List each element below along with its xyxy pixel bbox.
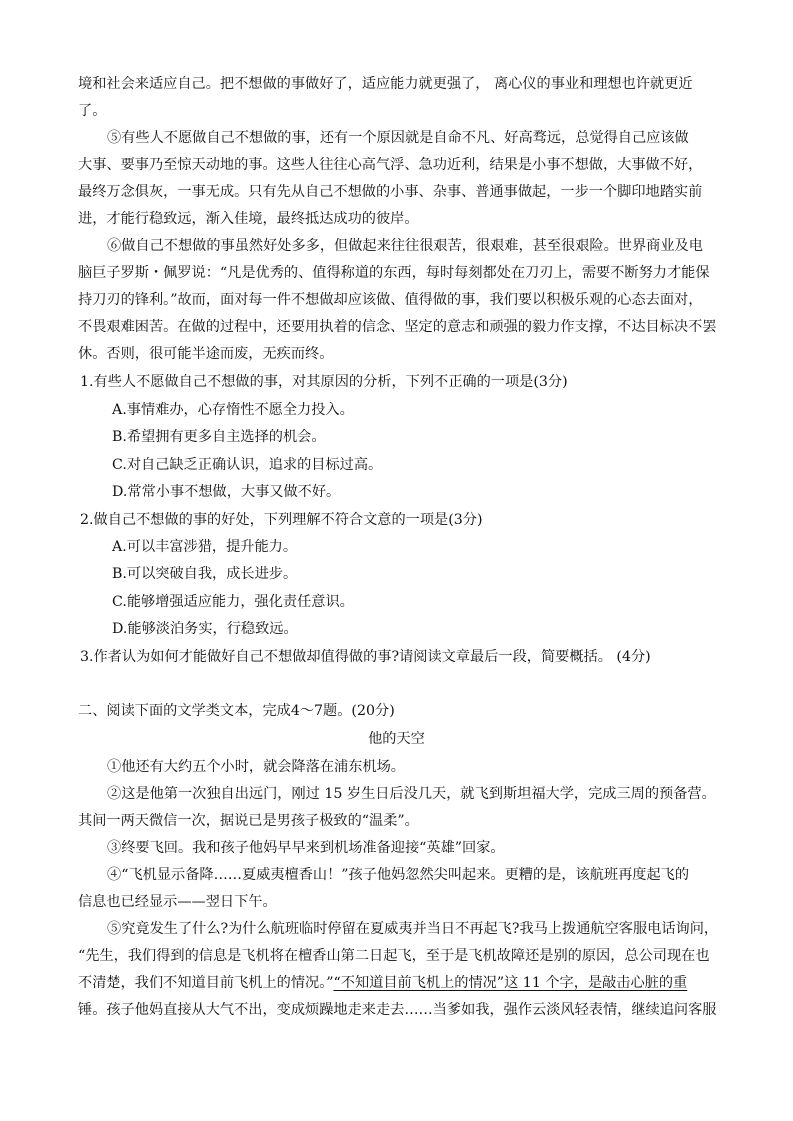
story-paragraph-4-line-1: ④“飞机显示备降……夏威夷檀香山！”孩子他妈忽然尖叫起来。更糟的是，该航班再度起飞的: [107, 867, 690, 883]
paragraph-5-line-2: 大事、要事乃至惊天动地的事。这些人往往心高气浮、急功近利，结果是小事不想做，大事做不好，: [78, 157, 703, 173]
question-1-option-c: C.对自己缺乏正确认识，追求的目标过高。: [112, 457, 383, 473]
question-1-option-b: B.希望拥有更多自主选择的机会。: [112, 429, 326, 445]
story-paragraph-5-line-3-text: 不清楚，我们不知道目前飞机上的情况。”: [78, 975, 334, 991]
question-2-option-a: A.可以丰富涉猎，提升能力。: [112, 539, 298, 555]
question-2-option-d: D.能够淡泊务实，行稳致远。: [112, 621, 298, 637]
question-2-stem: 2.做自己不想做的事的好处，下列理解不符合文意的一项是(3分): [80, 512, 483, 528]
story-paragraph-5-line-2: “先生，我们得到的信息是飞机将在檀香山第二日起飞，至于是飞机故障还是别的原因，总公司现在也: [78, 948, 710, 964]
question-1-stem: 1.有些人不愿做自己不想做的事，对其原因的分析，下列不正确的一项是(3分): [80, 374, 568, 390]
paragraph-4-line-1: 境和社会来适应自己。把不想做的事做好了，适应能力就更强了， 离心仪的事业和理想也许就更近: [78, 76, 693, 92]
story-title: 他的天空: [368, 731, 425, 747]
story-paragraph-1: ①他还有大约五个小时，就会降落在浦东机场。: [107, 759, 405, 775]
story-paragraph-5-line-1: ⑤究竟发生了什么?为什么航班临时停留在夏威夷并当日不再起飞?我马上拨通航空客服电话询问，: [107, 921, 719, 937]
story-paragraph-5-line-3: [78, 973, 687, 993]
section-2-heading: 二、阅读下面的文学类文本，完成4～7题。(20分): [78, 703, 395, 719]
question-1-option-a: A.事情难办，心存惰性不愿全力投入。: [112, 402, 354, 418]
underlined-quote: “不知道目前飞机上的情况”这 11 个字，是敲击心脏的重: [333, 975, 688, 991]
question-2-option-b: B.可以突破自我，成长进步。: [112, 566, 298, 582]
paragraph-6-line-2: 脑巨子罗斯・佩罗说：“凡是优秀的、值得称道的东西，每时每刻都处在刀刃上，需要不断努力才能保: [78, 265, 710, 281]
question-2-option-c: C.能够增强适应能力，强化责任意识。: [112, 594, 354, 610]
paragraph-6-line-3: 持刀刃的锋利。”故而，面对每一件不想做却应该做、值得做的事，我们要以积极乐观的心态去面对，: [78, 292, 703, 308]
story-paragraph-2-line-2: 其间一两天微信一次，据说已是男孩子极致的“温柔”。: [78, 813, 419, 829]
paragraph-5-line-4: 进，才能行稳致远，渐入佳境，最终抵达成功的彼岸。: [78, 211, 419, 227]
paragraph-6-line-1: ⑥做自己不想做的事虽然好处多多，但做起来往往很艰苦，很艰难，甚至很艰险。世界商业及电: [107, 238, 703, 254]
paragraph-6-line-5: 休。否则，很可能半途而废，无疾而终。: [78, 346, 334, 362]
story-paragraph-3: ③终要飞回。我和孩子他妈早早来到机场准备迎接“英雄”回家。: [107, 840, 505, 856]
story-paragraph-5-line-4: 锤。孩子他妈直接从大气不出，变成烦躁地走来走去……当爹如我，强作云淡风轻表情，继续追问客服: [78, 1002, 717, 1018]
paragraph-6-line-4: 不畏艰难困苦。在做的过程中，还要用执着的信念、坚定的意志和顽强的毅力作支撑，不达目标决不罢: [78, 319, 717, 335]
paragraph-5-line-3: 最终万念俱灰，一事无成。只有先从自己不想做的小事、杂事、普通事做起，一步一个脚印地踏实前: [78, 184, 703, 200]
question-1-option-d: D.常常小事不想做，大事又做不好。: [112, 484, 341, 500]
story-paragraph-2-line-1: ②这是他第一次独自出远门，刚过 15 岁生日后没几天，就飞到斯坦福大学，完成三周的预备营。: [107, 786, 716, 802]
paragraph-4-line-2: 了。: [78, 103, 107, 119]
question-3-stem: 3.作者认为如何才能做好自己不想做却值得做的事?请阅读文章最后一段，简要概括。 (4分): [80, 649, 651, 665]
paragraph-5-line-1: ⑤有些人不愿做自己不想做的事，还有一个原因就是自命不凡、好高骛远，总觉得自己应该做: [107, 130, 689, 146]
story-paragraph-4-line-2: 信息也已经显示——翌日下午。: [78, 894, 277, 910]
